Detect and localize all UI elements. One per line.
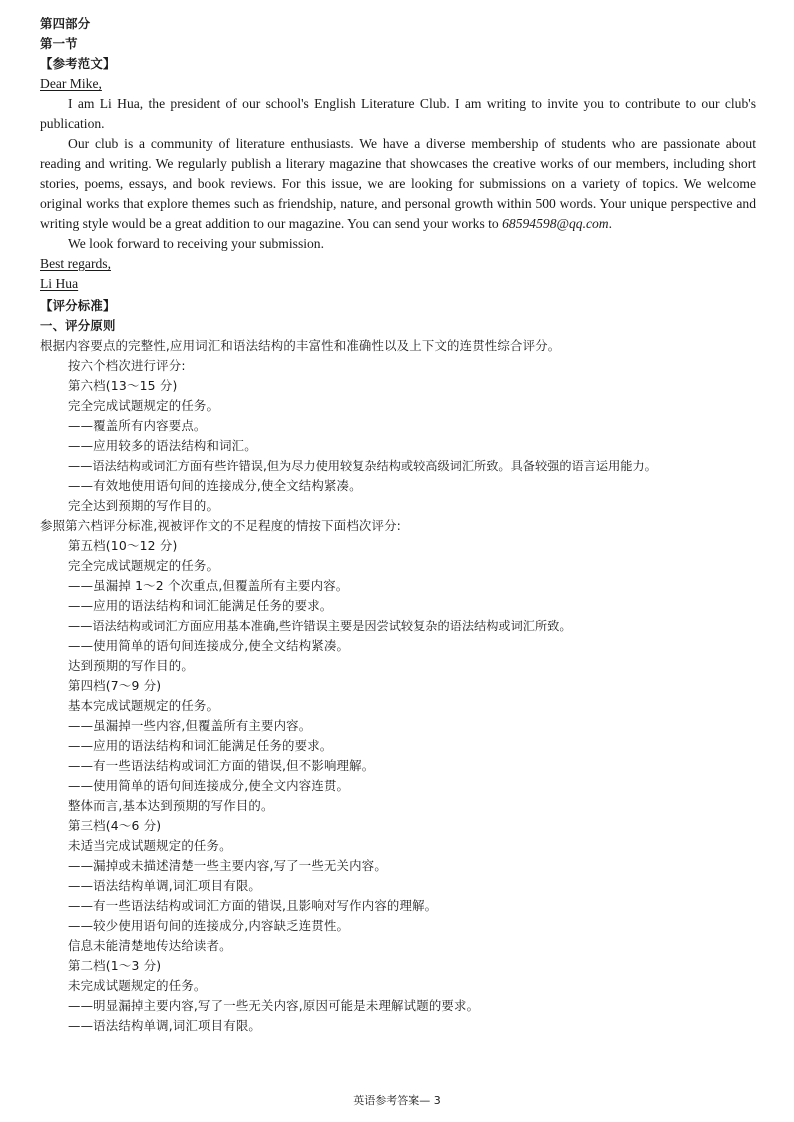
tier6-item: ——应用较多的语法结构和词汇。 (68, 438, 257, 453)
tier5-goal: 达到预期的写作目的。 (68, 658, 194, 673)
letter-closing: Best regards, (40, 256, 111, 271)
sample-essay-heading: 【参考范文】 (40, 56, 116, 71)
tier3-item: ——语法结构单调,词汇项目有限。 (68, 878, 261, 893)
tier5-item: ——虽漏掉 1～2 个次重点,但覆盖所有主要内容。 (68, 578, 349, 593)
tier5-item: ——使用简单的语句间连接成分,使全文结构紧凑。 (68, 638, 350, 653)
tier4-item: ——应用的语法结构和词汇能满足任务的要求。 (68, 738, 333, 753)
tier4-goal: 整体而言,基本达到预期的写作目的。 (68, 798, 274, 813)
tier5-item: ——语法结构或词汇方面应用基本准确,些许错误主要是因尝试较复杂的语法结构或词汇所致。 (68, 619, 572, 633)
tier4-item: ——虽漏掉一些内容,但覆盖所有主要内容。 (68, 718, 312, 733)
tier4-item: ——使用简单的语句间连接成分,使全文内容连贯。 (68, 778, 350, 793)
tier6-task: 完全完成试题规定的任务。 (68, 398, 220, 413)
tier2-item: ——明显漏掉主要内容,写了一些无关内容,原因可能是未理解试题的要求。 (68, 998, 480, 1013)
letter-paragraph-3: We look forward to receiving your submission. (68, 236, 325, 251)
tier3-title: 第三档(4～6 分) (68, 818, 162, 833)
letter-salutation: Dear Mike, (40, 76, 102, 91)
tier5-task: 完全完成试题规定的任务。 (68, 558, 220, 573)
tiers-intro: 按六个档次进行评分: (68, 358, 186, 373)
principle-text: 根据内容要点的完整性,应用词汇和语法结构的丰富性和准确性以及上下文的连贯性综合评分。 (40, 338, 561, 353)
principle-title: 一、评分原则 (40, 318, 116, 333)
part-heading: 第四部分 (40, 16, 91, 31)
tier5-title: 第五档(10～12 分) (68, 538, 178, 553)
letter-signature: Li Hua (40, 276, 79, 291)
tier3-task: 未适当完成试题规定的任务。 (68, 838, 232, 853)
tier5-item: ——应用的语法结构和词汇能满足任务的要求。 (68, 598, 333, 613)
letter-paragraph-2: Our club is a community of literature enthusiasts. We have a diverse membership of students who are passionate about reading and writing. We regularly publish a literary magazine that showcases the creative works of our members, including short stories, poems, essays, and book reviews. For this issue, we are looking for submissions on a variety of topics. We welcome original works that explore themes such as friendship, nature, and personal growth within 500 words. Your unique perspective and writing style would be a great addition to our magazine. You can send your works to 68594598@qq.com. (40, 136, 756, 231)
letter-paragraph-2-text: Our club is a community of literature enthusiasts. We have a diverse membership of students who are passionate about reading and writing. We regularly publish a literary magazine that showcases the creative works of our members, including short stories, poems, essays, and book reviews. For this issue, we are looking for submissions on a variety of topics. We welcome original works that explore themes such as friendship, nature, and personal growth within 500 words. Your unique perspective and writing style would be a great addition to our magazine. You can send your works to (40, 136, 756, 231)
reference-note: 参照第六档评分标准,视被评作文的不足程度的情按下面档次评分: (40, 518, 402, 533)
tier6-item: ——语法结构或词汇方面有些许错误,但为尽力使用较复杂结构或较高级词汇所致。具备较强的语言运用能力。 (68, 459, 657, 473)
tier4-title: 第四档(7～9 分) (68, 678, 162, 693)
tier2-task: 未完成试题规定的任务。 (68, 978, 207, 993)
tier6-title: 第六档(13～15 分) (68, 378, 178, 393)
answer-page (40, 14, 756, 1036)
tier2-title: 第二档(1～3 分) (68, 958, 162, 973)
tier3-item: ——较少使用语句间的连接成分,内容缺乏连贯性。 (68, 918, 350, 933)
page-footer: 英语参考答案— 3 (353, 1094, 441, 1107)
tier6-item: ——有效地使用语句间的连接成分,使全文结构紧凑。 (68, 478, 362, 493)
tier6-goal: 完全达到预期的写作目的。 (68, 498, 220, 513)
email-address: 68594598@qq.com (502, 216, 609, 231)
criteria-heading: 【评分标准】 (40, 298, 116, 313)
section-heading: 第一节 (40, 36, 78, 51)
letter-paragraph-1: I am Li Hua, the president of our school's English Literature Club. I am writing to invite you to contribute to our club's publication. (40, 96, 756, 131)
tier6-item: ——覆盖所有内容要点。 (68, 418, 207, 433)
tier4-task: 基本完成试题规定的任务。 (68, 698, 220, 713)
tier4-item: ——有一些语法结构或词汇方面的错误,但不影响理解。 (68, 758, 375, 773)
tier3-item: ——有一些语法结构或词汇方面的错误,且影响对写作内容的理解。 (68, 898, 438, 913)
tier2-item: ——语法结构单调,词汇项目有限。 (68, 1018, 261, 1033)
tier3-item: ——漏掉或未描述清楚一些主要内容,写了一些无关内容。 (68, 858, 387, 873)
tier3-goal: 信息未能清楚地传达给读者。 (68, 938, 232, 953)
